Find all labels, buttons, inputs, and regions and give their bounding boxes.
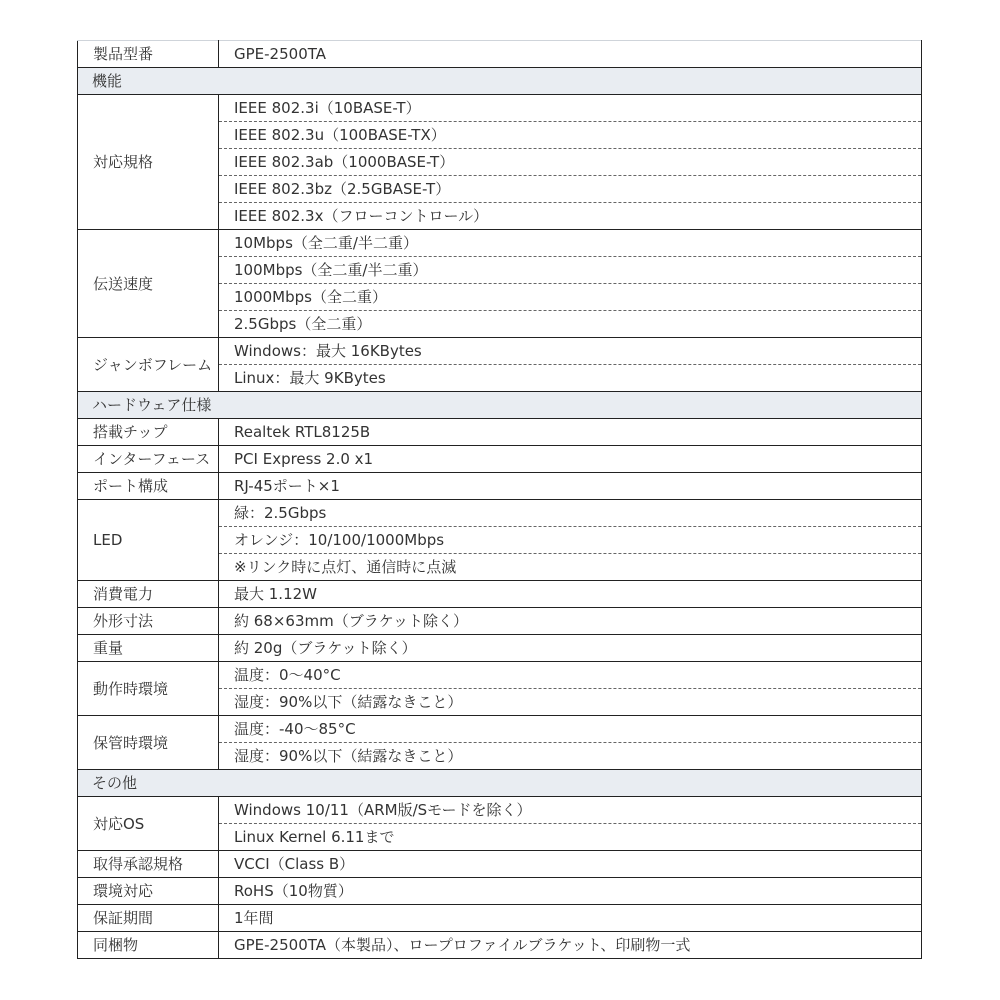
spec-label: 伝送速度 (78, 230, 219, 338)
spec-table-body (78, 41, 922, 959)
spec-value: VCCI（Class B） (219, 851, 922, 878)
spec-value: 約 20g（ブラケット除く） (219, 635, 922, 662)
spec-value: 2.5Gbps（全二重） (219, 311, 922, 338)
spec-table (77, 40, 922, 959)
spec-label: ポート構成 (78, 473, 219, 500)
spec-label: 同梱物 (78, 932, 219, 959)
spec-label: 重量 (78, 635, 219, 662)
spec-row (78, 473, 922, 500)
spec-label: 消費電力 (78, 581, 219, 608)
spec-value: 緑：2.5Gbps (219, 500, 922, 527)
spec-label: 搭載チップ (78, 419, 219, 446)
spec-label: 対応規格 (78, 95, 219, 230)
spec-value: ※リンク時に点灯、通信時に点滅 (219, 554, 922, 581)
section-header (78, 68, 922, 95)
spec-label: 取得承認規格 (78, 851, 219, 878)
spec-value: IEEE 802.3ab（1000BASE-T） (219, 149, 922, 176)
spec-value: IEEE 802.3i（10BASE-T） (219, 95, 922, 122)
spec-value: PCI Express 2.0 x1 (219, 446, 922, 473)
spec-row (78, 878, 922, 905)
spec-value: 100Mbps（全二重/半二重） (219, 257, 922, 284)
spec-value: GPE-2500TA (219, 41, 922, 68)
section-title: その他 (78, 770, 922, 797)
spec-row (78, 95, 922, 122)
spec-label: 製品型番 (78, 41, 219, 68)
spec-value: 温度：-40～85°C (219, 716, 922, 743)
spec-value: 湿度：90%以下（結露なきこと） (219, 689, 922, 716)
spec-row (78, 635, 922, 662)
spec-row (78, 797, 922, 824)
section-title: 機能 (78, 68, 922, 95)
spec-label: LED (78, 500, 219, 581)
spec-value: GPE-2500TA（本製品）、ロープロファイルブラケット、印刷物一式 (219, 932, 922, 959)
section-header (78, 392, 922, 419)
spec-value: RJ-45ポート×1 (219, 473, 922, 500)
spec-value: 1000Mbps（全二重） (219, 284, 922, 311)
spec-value: 最大 1.12W (219, 581, 922, 608)
spec-value: 約 68×63mm（ブラケット除く） (219, 608, 922, 635)
spec-value: IEEE 802.3x（フローコントロール） (219, 203, 922, 230)
spec-label: 対応OS (78, 797, 219, 851)
spec-value: 温度：0～40°C (219, 662, 922, 689)
spec-row (78, 608, 922, 635)
spec-row (78, 662, 922, 689)
spec-row (78, 446, 922, 473)
spec-value: 1年間 (219, 905, 922, 932)
spec-label: 動作時環境 (78, 662, 219, 716)
spec-row (78, 230, 922, 257)
spec-value: IEEE 802.3u（100BASE-TX） (219, 122, 922, 149)
spec-row (78, 716, 922, 743)
spec-row (78, 851, 922, 878)
spec-label: 保管時環境 (78, 716, 219, 770)
spec-value: 10Mbps（全二重/半二重） (219, 230, 922, 257)
spec-label: 保証期間 (78, 905, 219, 932)
section-header (78, 770, 922, 797)
spec-row (78, 932, 922, 959)
spec-value: オレンジ：10/100/1000Mbps (219, 527, 922, 554)
spec-value: IEEE 802.3bz（2.5GBASE-T） (219, 176, 922, 203)
spec-row (78, 905, 922, 932)
spec-value: RoHS（10物質） (219, 878, 922, 905)
spec-value: Linux：最大 9KBytes (219, 365, 922, 392)
spec-value: Windows 10/11（ARM版/Sモードを除く） (219, 797, 922, 824)
spec-row (78, 500, 922, 527)
spec-label: インターフェース (78, 446, 219, 473)
section-title: ハードウェア仕様 (78, 392, 922, 419)
spec-label: 環境対応 (78, 878, 219, 905)
spec-value: Realtek RTL8125B (219, 419, 922, 446)
spec-label: 外形寸法 (78, 608, 219, 635)
spec-value: Windows：最大 16KBytes (219, 338, 922, 365)
spec-row (78, 419, 922, 446)
spec-row (78, 581, 922, 608)
spec-value: Linux Kernel 6.11まで (219, 824, 922, 851)
spec-row (78, 41, 922, 68)
spec-row (78, 338, 922, 365)
spec-value: 湿度：90%以下（結露なきこと） (219, 743, 922, 770)
spec-label: ジャンボフレーム (78, 338, 219, 392)
